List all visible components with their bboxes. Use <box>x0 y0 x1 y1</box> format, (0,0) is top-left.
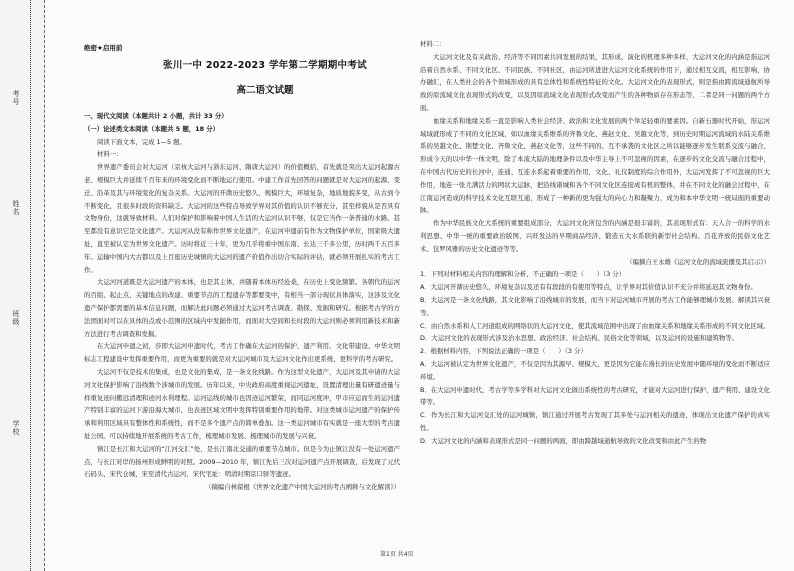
option-d: D．大运河文化的内涵和表现形式是同一问题的两面，即由跨越域通航导致的文化改变和由此产生的物 <box>420 436 707 445</box>
option-a: A．大运河开凿历史悠久、环境复杂以及还有有段段的有使用等特点，让学界对其价值认识不充分并将延迟其文物身份。 <box>420 283 757 292</box>
cut-line <box>30 0 31 571</box>
option-c: C．由自然水系和人工河道组成的网络状的大运河文化，使其流域范围中出现了由血缘关系和地缘关系形成的不同文化区域。 <box>420 321 770 330</box>
binding-label: 学校 <box>12 420 20 436</box>
material-label: 材料一： <box>97 150 123 159</box>
paragraph: 镇江是长江和大运河的“江河交汇”处，是长江南北交通的重要节点城市。但是今为止镇江没有一处运河遗产点，与长江对岸的扬州形成鲜明的对照。2009—2010 年，镇江先后三次对运河遗产点开展调查，后发现了元代石码头、宋代仓城、宋至清代古运河、宋代宅址：明清时期京口驿等遗迹。 <box>84 444 400 479</box>
paragraph: 世界遗产委员会对大运河（京杭大运河与浙东运河、隋唐大运河）的价值概括，首先就是突出大运河起源古老、规模巨大并延续千百年来的环境变化而不断地运行使用。中建工作首先回答的问题就是对大运河的起源、变迁、沿革及其与环境变化的复杂关系。大运河的开凿历史悠久、规模巨大，环境复杂，地质地貌多变，从古到今不断变化，且很多时段的资料缺乏。大运河的这些特点导致学界对其价值的认识不够充分，甚至样貌从是否具有文物身份，这就导致材料。人们对保护和影响着中国人生活的大运河认识不够，仅是它当作一条普通的水路。甚至都没有意识它是文化遗产。大运河从没有称作世界文化遗产，在运河申遗前有作为文物保护单位，国家级大遗址，直至被认定为世界文化遗产。历时将近三十年，更为几乎将重中国东南、长达三千多公里，历时两千五百多年。运输中国内大古都以及上百座历史城镇的大运河的遗产价值作出切合实际的评估，就必须开展扎实的考古工作。 <box>84 163 400 274</box>
paragraph: 在大运河申遗之初，莎即大运河申遗时代，考古工作确在大运河的保护、遗产利用、文化带建设、中华文明标志工程建设中发挥重要作用，而更为重要的就是对大运河城市及大运河文化作出更系统、更科学的考古研究。 <box>84 342 400 364</box>
material-label: 材料二： <box>420 40 446 48</box>
subsection-heading: （一）论述类文本阅读（本题共 5 题，18 分） <box>84 124 220 133</box>
binding-margin <box>0 0 45 571</box>
paragraph: 大运河不仅是技术的集成，也是文化的集成，是一条文化线路。作为这型文化遗产，大运河及其申请的大运河文化保护影响了沿线数个涉城市的发展。历年以来，中央政府高度重视运河遗址，设置清理出量有研遗迹量与样重复迹问搬远清理和迹河水利理程。运河运线的城市也因迹运河繁荣，而同运河度冲，甲市应运而生的运河遗产特别丰富的运河下游沿海大城市，也表迹区域文明中发挥特别重要作用的地带。对这类城市运河遗产的保护传承和利用区域具有整体性和系统性，而不是多个遗产点的简单叠加。这一类运河城市有实就是一座大型的考古遗址公园。可以持续地开展系统的考古工作，梳理城市发展、梳理城市的发展与兴衰。 <box>84 367 400 440</box>
paragraph: 大运河文化及有关政治、经济等不同因素共同发展的结果，其形成、演化的机理多种多样，大运河文化的内涵是指运河沿着自然水系、不同文化区、不同民族、不同社区，由运河所进进大运河文化系统的作用下，通过相互交流，相互影响，协办融汇，在人类社会的各个领域形成的具有总体性和系统性特征的文化。大运河文化的表现形式，则是指由跨流域通航所导致的原流域文化表现形式的改变，以及因原流域文化表现形式改变而产生的各种物质存在形态等，二者是同一问题的两个方面。 <box>420 52 770 112</box>
page-number: 第1页 共4页 <box>380 551 414 558</box>
binding-label: 姓名 <box>12 200 20 216</box>
right-column <box>420 38 770 448</box>
question-1: 1．下列对材料相关内容的理解和分析，不正确的一项是（ ）（3 分） <box>420 270 626 279</box>
source-citation: （摘编自林留根《世界文化遗产中国大运河的考古阐释与文化解读》） <box>205 483 400 492</box>
binding-label: 考号 <box>12 90 20 106</box>
exam-title: 张川一中 2022-2023 学年第二学期期中考试 <box>163 60 367 71</box>
source-citation: （编摘自王永雄《运河文化的流域流播及其启示》） <box>626 257 770 266</box>
option-b: B．大运河是一条文化线路，其文化影响了沿线城市的发展，而当下对运河城市开展的考古工作能够理城市发展、解读其兴衰等。 <box>420 295 770 317</box>
paragraph: 大运河河道既是大运河遗产的本体，也是其主体，并随着本体历经沧桑，在历史上变化频繁。各朝代的运河的百组、起止点、关键地点的改建、重要节点的工程遗存等都要变中，有相当一部分现状具体落实，这涉及文化遗产保护都需要的基本信息问题，而解决此问题必须通过大运河考古调查、勘探、发掘和研究。根据考古学的方法团面对可以在具体的点或小范围的区域内中发掘作用，而面对大空间和长时段的大运河则必须利用新技术和新方法进行考古调查和发掘。 <box>84 278 400 338</box>
question-2: 2．根据材料内容，下列说法正确的一项是（ ）（3 分） <box>420 347 587 356</box>
option-a: A．大运河被认定为世界文化遗产，不仅是因为其源早、规模大，更是因为它能在漫长的历史发展中随环境的变化而不断适应环境。 <box>420 359 770 381</box>
left-column <box>84 110 400 494</box>
paragraph: 血缘关系和地缘关系一直是影响人类社会经济、政治和文化发展的两个举足轻重的要素因。自新石器时代开始，形运河域域就形成了不同的文化区域，如以血缘关系维系的齐鲁文化、燕赵文化、吴越文化等，到历史时期运河流域的水陆关系维系的吴越文化、荆楚文化、齐鲁文化，燕赵文化等，这些不同的、互不承袭的文化区之所以能够逐步发生联系交流与融合，形成今天的以中华一体文明，除了本流大陆的地理条件以及中华主导上不可忽视的因素，在逐步的文化交流与融合过程中，在中国古代历史的长河中，连通、互连水系起着重要的作用，文化、礼仪制度的综合作用外，大运河发挥了不可忽视的巨大作用，地连一张尤满活力的网状大运脉，把沿线诸城和各个不同文化区连接成有机的整体，并在不同文化的融会过程中，在江南运河造成的科学技术文化互联互通，形成了一种新的更为强大的向心力和凝聚力，成为和本中华文明一统局面的重要动脉。 <box>420 116 770 215</box>
instruction: 阅读下面文本，完成 1—5 题。 <box>97 137 186 146</box>
secret-mark: 绝密★启用前 <box>84 44 123 52</box>
subject-title: 高二语文试题 <box>236 85 294 96</box>
option-b: B．在大运河申遗时代，考古学等多学科对大运河文化做出系统性的考古研究，才能对大运河进行保护、遗产利用、建设文化带等。 <box>420 385 770 407</box>
option-d: D．大运河文化的表现形式涉及治水思想、政治经济、社会结构、民俗文化等领域，以及运河的设施和建筑物等。 <box>420 334 739 343</box>
binding-label: 班级 <box>12 310 20 326</box>
paragraph: 作为中华民族文化大系统的重要组成部分，大运河文化所包含的内涵是很丰富的，其表现形式有：天人合一的科学的水利思想、中华一统的重要政治版图、兴旺发达的早期商品经济、锻造五大水系联的新型社会结构、百花齐放的民俗文化艺术、包罗风雅的历史文化遗迹等等。 <box>420 219 770 253</box>
section-heading: 一、现代文阅读（本题共计 2 小题，共计 33 分） <box>84 112 228 120</box>
option-c: C．作为长江和大运河交汇处的运河城镇，镇江通过开展考古发现了其多处与运河相关的遗迹，体现出文化遗产保护的真实性。 <box>420 411 770 432</box>
